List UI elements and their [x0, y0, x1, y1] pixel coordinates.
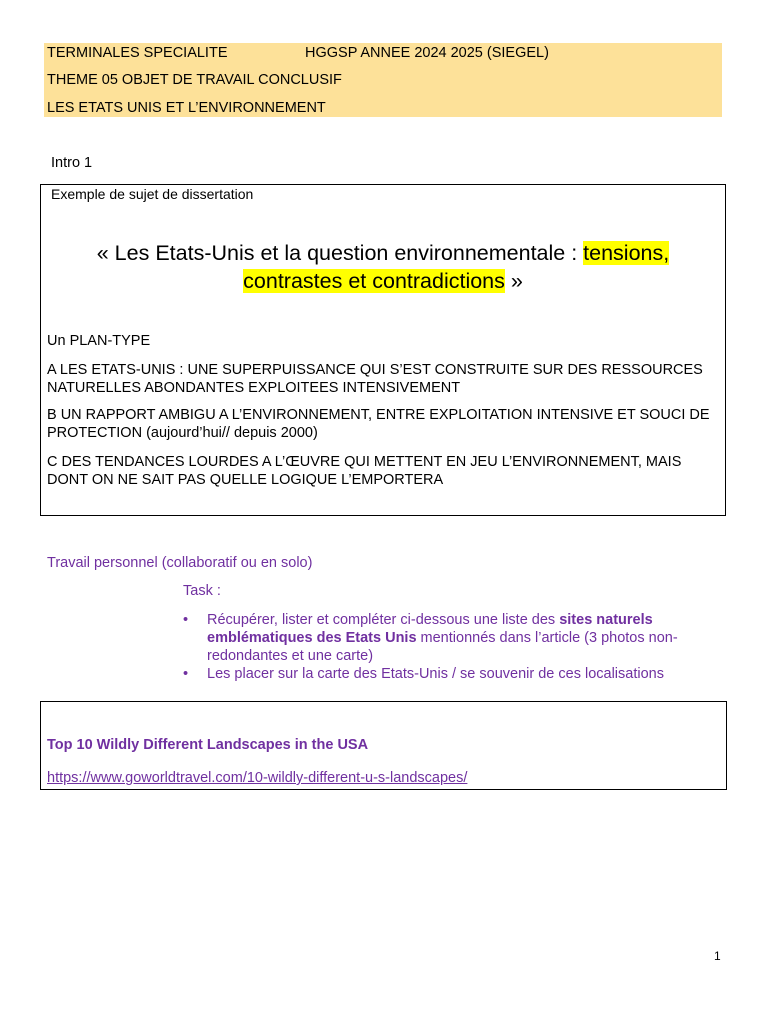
resource-box: [40, 701, 727, 790]
header-theme: THEME 05 OBJET DE TRAVAIL CONCLUSIF: [47, 72, 342, 88]
header-line-1: [47, 44, 549, 62]
resource-link[interactable]: https://www.goworldtravel.com/10-wildly-different-u-s-landscapes/: [47, 770, 468, 786]
bullet-icon: •: [183, 612, 189, 628]
task-list: [183, 611, 723, 683]
intro-label: Intro 1: [51, 155, 93, 171]
travail-heading: Travail personnel (collaboratif ou en solo): [47, 555, 313, 571]
task-item-2: [183, 665, 723, 683]
task-item-1-text: Récupérer, lister et compléter ci-dessous une liste des: [207, 612, 560, 628]
dissertation-box: [40, 184, 726, 516]
task-item-1-bold: sites naturels emblématiques des Etats Unis: [207, 612, 653, 646]
header-course: TERMINALES SPECIALITE: [47, 45, 228, 61]
page-number: 1: [714, 949, 721, 963]
task-item-1: [183, 611, 723, 665]
plan-label: Un PLAN-TYPE: [47, 333, 151, 349]
quote-highlight-2: contrastes et contradictions: [243, 269, 505, 293]
quote-start: « Les Etats-Unis et la question environnementale :: [96, 241, 584, 265]
task-label: Task :: [183, 583, 221, 599]
quote-highlight-1: tensions,: [583, 241, 670, 265]
dissertation-subtitle: Exemple de sujet de dissertation: [51, 186, 254, 202]
plan-item-a: A LES ETATS-UNIS : UNE SUPERPUISSANCE QUI S’EST CONSTRUITE SUR DES RESSOURCES NATURELLES ABONDANTES EXPLOITEES INTENSIVEMENT: [47, 362, 703, 396]
dissertation-quote: [47, 239, 719, 295]
resource-title: Top 10 Wildly Different Landscapes in the USA: [47, 737, 369, 753]
task-item-1-text-end: mentionnés dans l’article (3 photos non-redondantes et une carte): [207, 630, 678, 664]
task-item-2-text: Les placer sur la carte des Etats-Unis / se souvenir de ces localisations: [207, 666, 664, 682]
quote-end: »: [504, 269, 523, 293]
header-topic: LES ETATS UNIS ET L’ENVIRONNEMENT: [47, 100, 326, 116]
plan-item-b: B UN RAPPORT AMBIGU A L’ENVIRONNEMENT, ENTRE EXPLOITATION INTENSIVE ET SOUCI DE PROTECTION (aujourd’hui// depuis 2000): [47, 407, 710, 441]
bullet-icon: •: [183, 666, 189, 682]
plan-item-c: C DES TENDANCES LOURDES A L’ŒUVRE QUI METTENT EN JEU L’ENVIRONNEMENT, MAIS DONT ON NE SAIT PAS QUELLE LOGIQUE L’EMPORTERA: [47, 454, 682, 488]
header-year: HGGSP ANNEE 2024 2025 (SIEGEL): [305, 45, 549, 61]
